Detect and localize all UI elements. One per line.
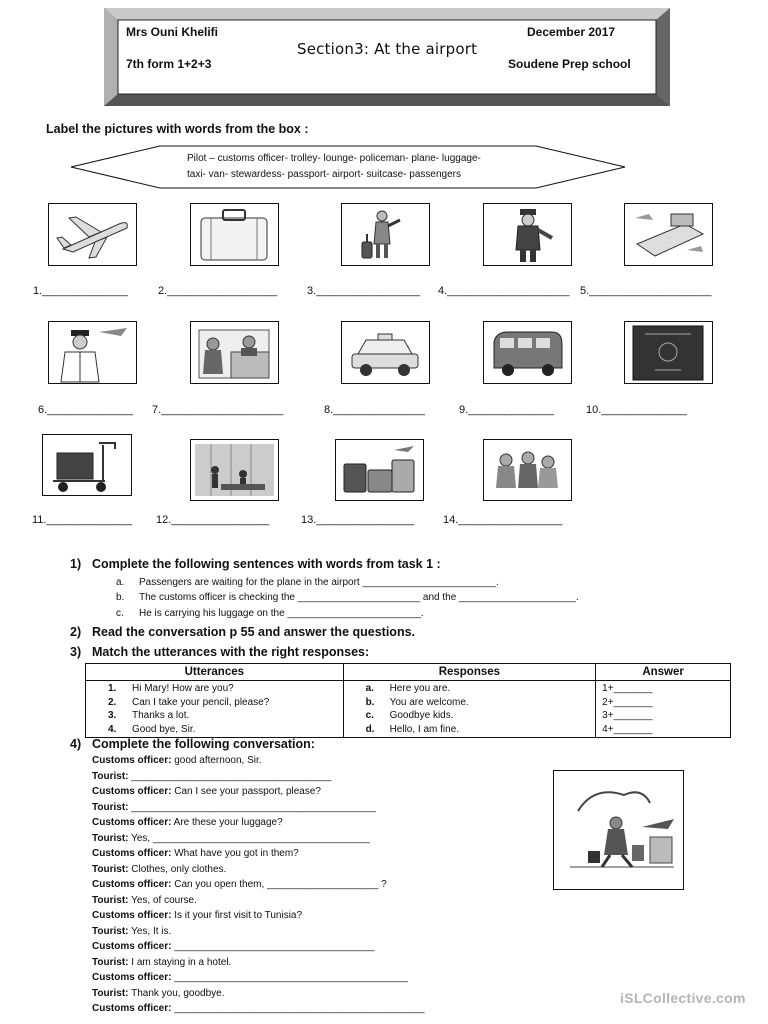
speaker: Customs officer: — [92, 786, 172, 797]
utterances-header: Utterances — [86, 664, 344, 681]
blank-5[interactable]: 5.____________________ — [580, 285, 712, 297]
airport-picture — [624, 203, 713, 266]
q1a-text[interactable]: Passengers are waiting for the plane in the airport ________________________. — [139, 577, 499, 588]
matching-table — [85, 663, 731, 738]
policeman-picture — [483, 203, 572, 266]
speaker: Tourist: — [92, 925, 129, 937]
speaker: Customs officer: — [92, 879, 172, 890]
line-text: What have you got in them? — [171, 848, 299, 859]
conversation-line[interactable] — [92, 939, 425, 955]
speaker: Tourist: — [92, 863, 129, 875]
speaker: Tourist: — [92, 894, 129, 906]
pilot-picture — [48, 321, 137, 384]
line-text: Is it your first visit to Tunisia? — [171, 910, 303, 921]
response-text: Here you are. — [389, 683, 451, 695]
conversation-line[interactable] — [92, 970, 425, 986]
utterance-row — [86, 696, 343, 710]
response-text: Hello, I am fine. — [389, 723, 460, 735]
q2-number: 2) — [70, 625, 82, 639]
utterance-text: Good bye, Sir. — [132, 723, 196, 735]
conversation-line[interactable] — [92, 924, 425, 940]
line-text: Are these your luggage? — [171, 817, 283, 828]
answer-blank[interactable]: 3+_______ — [602, 710, 653, 722]
q3-text: Match the utterances with the right responses: — [92, 645, 370, 659]
blank-8[interactable]: 8._______________ — [324, 404, 425, 416]
conversation-line[interactable] — [92, 877, 425, 893]
speaker: Customs officer: — [92, 910, 172, 921]
line-text: Can you open them, ____________________ ? — [171, 879, 387, 890]
line-text: Yes, of course. — [128, 894, 197, 906]
responses-header: Responses — [343, 664, 596, 681]
passport-picture — [624, 321, 713, 384]
q1-text: Complete the following sentences with words from task 1 : — [92, 557, 441, 571]
conversation-line[interactable] — [92, 893, 425, 909]
task1-instruction: Label the pictures with words from the box : — [46, 122, 309, 136]
traveler-icon — [554, 771, 683, 889]
speaker: Customs officer: — [92, 941, 172, 952]
suitcase-icon — [191, 204, 278, 265]
matching-table-header — [86, 664, 731, 681]
blank-6[interactable]: 6.______________ — [38, 404, 133, 416]
speaker: Customs officer: — [92, 848, 172, 859]
matching-table-body — [86, 681, 731, 738]
speaker: Tourist: — [92, 956, 129, 968]
lounge-icon — [191, 440, 278, 500]
blank-3[interactable]: 3._________________ — [307, 285, 421, 297]
word-box-line-1: Pilot – customs officer- trolley- lounge- policeman- plane- luggage- — [187, 153, 481, 164]
conversation — [92, 753, 425, 1017]
stewardess-icon — [342, 204, 429, 265]
plane-icon — [49, 204, 136, 265]
blank-2[interactable]: 2.__________________ — [158, 285, 278, 297]
utterance-text: Can I take your pencil, please? — [132, 696, 270, 708]
luggage-picture — [335, 439, 424, 501]
taxi-icon — [342, 322, 429, 383]
customs-officer-icon — [191, 322, 278, 383]
airport-icon — [625, 204, 712, 265]
passengers-icon — [484, 440, 571, 500]
response-row — [344, 696, 596, 710]
speaker: Customs officer: — [92, 817, 172, 828]
stewardess-picture — [341, 203, 430, 266]
answer-header: Answer — [596, 664, 731, 681]
taxi-picture — [341, 321, 430, 384]
blank-11[interactable]: 11.______________ — [32, 514, 133, 526]
conversation-line[interactable] — [92, 769, 425, 785]
conversation-line[interactable] — [92, 846, 425, 862]
customs-officer-picture — [190, 321, 279, 384]
pilot-icon — [49, 322, 136, 383]
response-letter: d. — [365, 723, 375, 735]
q1-number: 1) — [70, 557, 82, 571]
response-row — [344, 682, 596, 696]
line-text: I am staying in a hotel. — [128, 956, 232, 968]
q1c-text[interactable]: He is carrying his luggage on the ________________________. — [139, 608, 424, 619]
answer-blank[interactable]: 4+_______ — [602, 723, 653, 735]
response-row — [344, 709, 596, 723]
utterance-number: 1. — [108, 683, 117, 695]
trolley-picture — [42, 434, 132, 496]
speaker: Tourist: — [92, 832, 129, 844]
blank-7[interactable]: 7.____________________ — [152, 404, 284, 416]
trolley-icon — [43, 435, 131, 495]
luggage-icon — [336, 440, 423, 500]
line-text: ____________________________________ — [171, 941, 375, 952]
utterance-number: 3. — [108, 710, 117, 722]
plane-picture — [48, 203, 137, 266]
speaker: Customs officer: — [92, 755, 172, 766]
response-letter: b. — [365, 696, 375, 708]
response-letter: a. — [365, 683, 374, 695]
q4-number: 4) — [70, 737, 82, 751]
suitcase-picture — [190, 203, 279, 266]
policeman-icon — [484, 204, 571, 265]
passengers-picture — [483, 439, 572, 501]
passport-icon — [625, 322, 712, 383]
line-text: ____________________________________ — [128, 770, 332, 782]
watermark: iSLCollective.com — [620, 990, 746, 1006]
blank-12[interactable]: 12.________________ — [156, 514, 270, 526]
school-name: Soudene Prep school — [508, 57, 631, 71]
line-text: __________________________________________ — [171, 972, 408, 983]
blank-14[interactable]: 14._________________ — [443, 514, 563, 526]
van-icon — [484, 322, 571, 383]
utterance-number: 2. — [108, 696, 117, 708]
utterance-number: 4. — [108, 723, 117, 735]
line-text: Can I see your passport, please? — [171, 786, 321, 797]
q1c-letter: c. — [116, 608, 124, 619]
line-text: Thank you, goodbye. — [128, 987, 225, 999]
response-text: Goodbye kids. — [389, 710, 454, 722]
blank-9[interactable]: 9.______________ — [459, 404, 554, 416]
q1a-letter: a. — [116, 577, 125, 588]
response-row — [344, 723, 596, 737]
teacher-name: Mrs Ouni Khelifi — [126, 25, 219, 39]
conversation-line[interactable] — [92, 831, 425, 847]
q1b-letter: b. — [116, 592, 125, 603]
speaker: Customs officer: — [92, 972, 172, 983]
q1b-text[interactable]: The customs officer is checking the ______________________ and the _____________________. — [139, 592, 579, 603]
conversation-line[interactable] — [92, 1001, 425, 1017]
blank-13[interactable]: 13.________________ — [301, 514, 415, 526]
utterance-row — [86, 709, 343, 723]
line-text: good afternoon, Sir. — [171, 755, 262, 766]
line-text: _____________________________________________ — [171, 1003, 425, 1014]
utterance-text: Thanks a lot. — [132, 710, 190, 722]
response-letter: c. — [365, 710, 374, 722]
class-form: 7th form 1+2+3 — [126, 57, 212, 71]
speaker: Tourist: — [92, 801, 129, 813]
line-text: Clothes, only clothes. — [128, 863, 227, 875]
q3-number: 3) — [70, 645, 82, 659]
page-title: Section3: At the airport — [297, 40, 478, 58]
conversation-line[interactable] — [92, 800, 425, 816]
conversation-line[interactable] — [92, 862, 425, 878]
blank-10[interactable]: 10.______________ — [586, 404, 687, 416]
conversation-line[interactable] — [92, 955, 425, 971]
speaker: Customs officer: — [92, 1003, 172, 1014]
conversation-line[interactable] — [92, 986, 425, 1002]
line-text: ____________________________________________ — [128, 801, 376, 813]
response-text: You are welcome. — [389, 696, 469, 708]
van-picture — [483, 321, 572, 384]
answer-blank[interactable]: 1+_______ — [602, 683, 653, 695]
traveler-picture — [553, 770, 684, 890]
utterance-row — [86, 682, 343, 696]
conversation-line[interactable] — [92, 753, 425, 769]
utterance-text: Hi Mary! How are you? — [132, 683, 234, 695]
conversation-line[interactable] — [92, 815, 425, 831]
answer-blank[interactable]: 2+_______ — [602, 696, 653, 708]
q4-text: Complete the following conversation: — [92, 737, 315, 751]
conversation-line[interactable] — [92, 908, 425, 924]
q2-text: Read the conversation p 55 and answer the questions. — [92, 625, 415, 639]
utterance-row — [86, 723, 343, 737]
lounge-picture — [190, 439, 279, 501]
speaker: Tourist: — [92, 770, 129, 782]
blank-4[interactable]: 4.____________________ — [438, 285, 570, 297]
word-box-line-2: taxi- van- stewardess- passport- airport- suitcase- passengers — [187, 169, 461, 180]
blank-1[interactable]: 1.______________ — [33, 285, 128, 297]
line-text: Yes, It is. — [128, 925, 172, 937]
line-text: Yes, _______________________________________ — [128, 832, 370, 844]
speaker: Tourist: — [92, 987, 129, 999]
conversation-line[interactable] — [92, 784, 425, 800]
worksheet-date: December 2017 — [527, 25, 616, 39]
